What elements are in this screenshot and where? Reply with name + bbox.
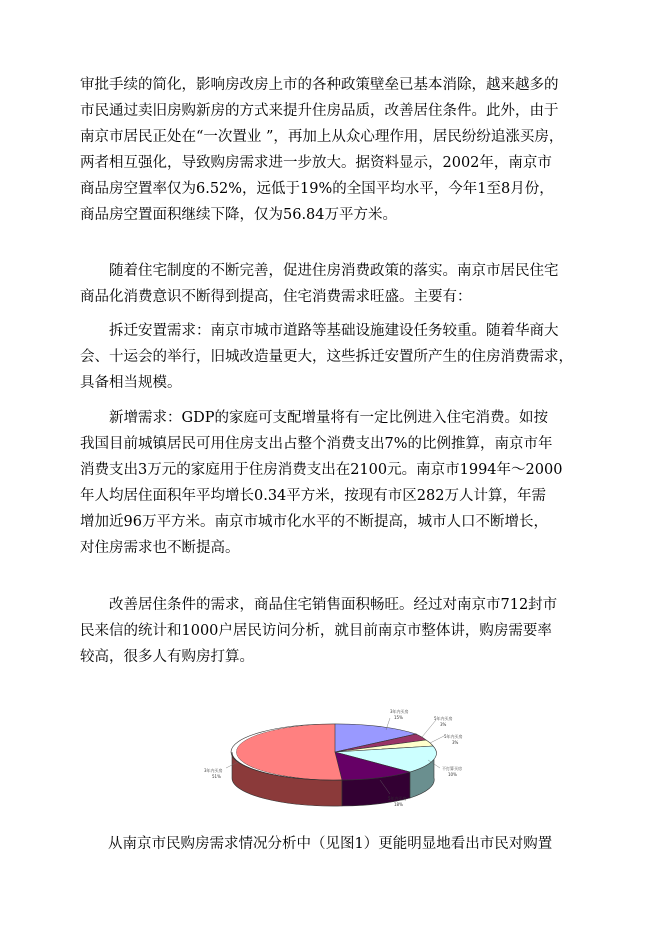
paragraph-3 xyxy=(80,318,600,396)
text-line: 商品化消费意识不断得到提高，住宅消费需求旺盛。主要有： xyxy=(80,289,472,305)
pie-label-name: 3年内买房 xyxy=(204,768,223,773)
text-line: 对住房需求也不断提高。 xyxy=(80,540,240,556)
pie-label-name: 5年内买房 xyxy=(434,716,453,721)
text-line: 两者相互强化，导致购房需求进一步放大。据资料显示，2002年，南京市 xyxy=(80,155,552,171)
text-line: 消费支出3万元的家庭用于住房消费支出在2100元。南京市1994年～2000 xyxy=(80,462,563,478)
text-line: 拆迁安置需求：南京市城市道路等基础设施建设任务较重。随着华商大 xyxy=(109,323,559,339)
text-line: 市民通过卖旧房购新房的方式来提升住房品质，改善居住条件。此外，由于 xyxy=(80,103,559,119)
paragraph-4 xyxy=(80,405,600,561)
text-line: 审批手续的简化，影响房改房上市的各种政策壁垒已基本消除，越来越多的 xyxy=(80,77,559,93)
paragraph-5 xyxy=(80,592,600,670)
text-line: 随着住宅制度的不断完善，促进住房消费政策的落实。南京市居民住宅 xyxy=(109,263,559,279)
pie-label-value: 51% xyxy=(212,774,221,779)
text-line: 民来信的统计和1000户居民访问分析，就目前南京市整体讲，购房需要率 xyxy=(80,623,552,639)
text-line: 会、十运会的举行，旧城改造量更大，这些拆迁安置所产生的住房消费需求， xyxy=(80,349,573,365)
pie-label-value: 3% xyxy=(440,722,447,727)
text-line: 南京市居民正处在“一次置业 ”，再加上从众心理作用，居民纷纷追涨买房， xyxy=(80,129,564,145)
text-line: 具备相当规模。 xyxy=(80,375,182,391)
paragraph-2 xyxy=(80,258,600,310)
text-line: 商品房空置面积继续下降，仅为56.84万平方米。 xyxy=(80,207,398,223)
pie-chart-figure xyxy=(190,700,510,820)
text-line: 改善居住条件的需求，商品住宅销售面积畅旺。经过对南京市712封市 xyxy=(109,597,558,613)
pie-label-value: 15% xyxy=(394,715,403,720)
text-line: 较高，很多人有购房打算。 xyxy=(80,649,254,665)
pie-label-name: 3年内买房 xyxy=(390,709,409,714)
pie-label-value: 3% xyxy=(452,740,459,745)
text-line: 我国目前城镇居民可用住房支出占整个消费支出7%的比例推算，南京市年 xyxy=(80,436,553,452)
pie-label-name: 不打算买房 xyxy=(442,766,462,771)
text-line: 新增需求：GDP的家庭可支配增量将有一定比例进入住宅消费。如按 xyxy=(109,410,548,426)
text-line: 商品房空置率仅为6.52%，远低于19%的全国平均水平，今年1至8月份， xyxy=(80,181,554,197)
pie-label-value: 18% xyxy=(394,802,403,807)
figure-caption: 从南京市民购房需求情况分析中（见图1）更能明显地看出市民对购置 xyxy=(108,836,553,852)
text-line: 增加近96万平方米。南京市城市化水平的不断提高，城市人口不断增长， xyxy=(80,514,548,530)
pie-label-name: 5年内买房 xyxy=(388,796,407,801)
pie-label-name: 5年内买房 xyxy=(444,734,463,739)
paragraph-1 xyxy=(80,72,600,228)
pie-label-value: 10% xyxy=(448,772,457,777)
text-line: 年人均居住面积年平均增长0.34平方米，按现有市区282万人计算，年需 xyxy=(80,488,546,504)
